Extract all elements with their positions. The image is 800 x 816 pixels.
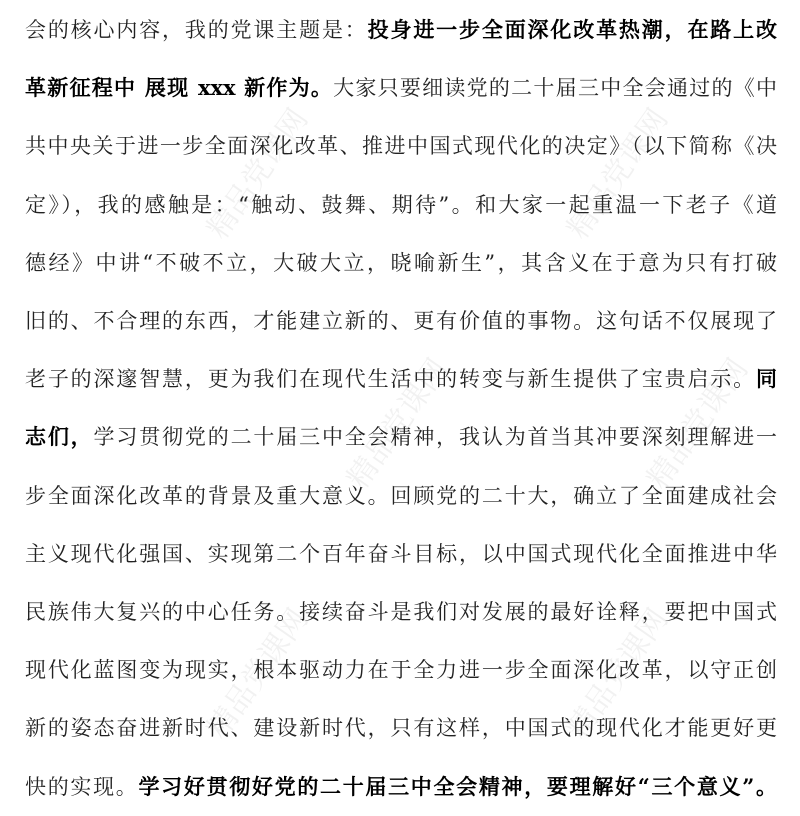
text-line [25, 59, 777, 117]
text-segment: 学习贯彻党的二十届三中全会精神，我认为首当其冲要深刻理解进一 [93, 425, 777, 450]
text-line [25, 699, 777, 757]
text-line [25, 117, 777, 175]
text-segment: 步全面深化改革的背景及重大意义。回顾党的二十大，确立了全面建成社会 [25, 483, 777, 508]
text-segment: 老子的深邃智慧，更为我们在现代生活中的转变与新生提供了宝贵启示。 [25, 367, 756, 392]
text-segment: 共中央关于进一步全面深化改革、推进中国式现代化的决定》（以下简称《决 [25, 134, 777, 159]
text-line [25, 408, 777, 466]
text-segment: 德经》中讲“不破不立，大破大立，晓喻新生”，其含义在于意为只有打破 [25, 250, 777, 275]
text-segment: 旧的、不合理的东西，才能建立新的、更有价值的事物。这句话不仅展现了 [25, 309, 777, 333]
text-line [25, 583, 777, 641]
bold-text-segment: 投身进一步全面深化改革热潮，在路上改 [367, 17, 777, 42]
text-line [25, 758, 777, 816]
text-segment: 大家只要细读党的二十届三中全会通过的《中 [333, 76, 778, 101]
text-segment: 会的核心内容，我的党课主题是： [25, 18, 368, 42]
bold-text-segment: 志们， [25, 424, 94, 450]
watermark-text: 精品党课网 [560, 102, 676, 246]
text-line [25, 234, 777, 292]
watermark-text: 精品党课网 [640, 352, 756, 496]
text-line [25, 350, 777, 408]
text-line [25, 1, 777, 59]
text-line [25, 176, 777, 234]
bold-text-segment: 同 [756, 366, 777, 392]
text-line [25, 641, 777, 699]
text-line [25, 467, 777, 525]
bold-text-segment: 学习好贯彻好党的二十届三中全会精神，要理解好“三个意义”。 [138, 773, 778, 799]
watermark-text: 精品党课网 [200, 102, 316, 246]
bold-text-segment: 革新征程中 展现 xxx 新作为。 [25, 75, 334, 101]
text-segment: 快的实现。 [25, 774, 139, 799]
text-line [25, 292, 777, 350]
text-segment: 主义现代化强国、实现第二个百年奋斗目标，以中国式现代化全面推进中华 [25, 541, 777, 566]
text-segment: 定》），我的感触是：“触动、鼓舞、期待”。和大家一起重温一下老子《道 [25, 192, 777, 217]
text-line [25, 525, 777, 583]
text-segment: 现代化蓝图变为现实，根本驱动力在于全力进一步全面深化改革，以守正创 [25, 658, 777, 683]
watermark-text: 精品党课网 [340, 352, 456, 496]
text-segment: 新的姿态奋进新时代、建设新时代，只有这样，中国式的现代化才能更好更 [25, 716, 777, 741]
text-segment: 民族伟大复兴的中心任务。接续奋斗是我们对发展的最好诠释，要把中国式 [25, 600, 777, 624]
watermark-text: 精品党课网 [560, 602, 676, 746]
watermark-text: 精品党课网 [200, 602, 316, 746]
